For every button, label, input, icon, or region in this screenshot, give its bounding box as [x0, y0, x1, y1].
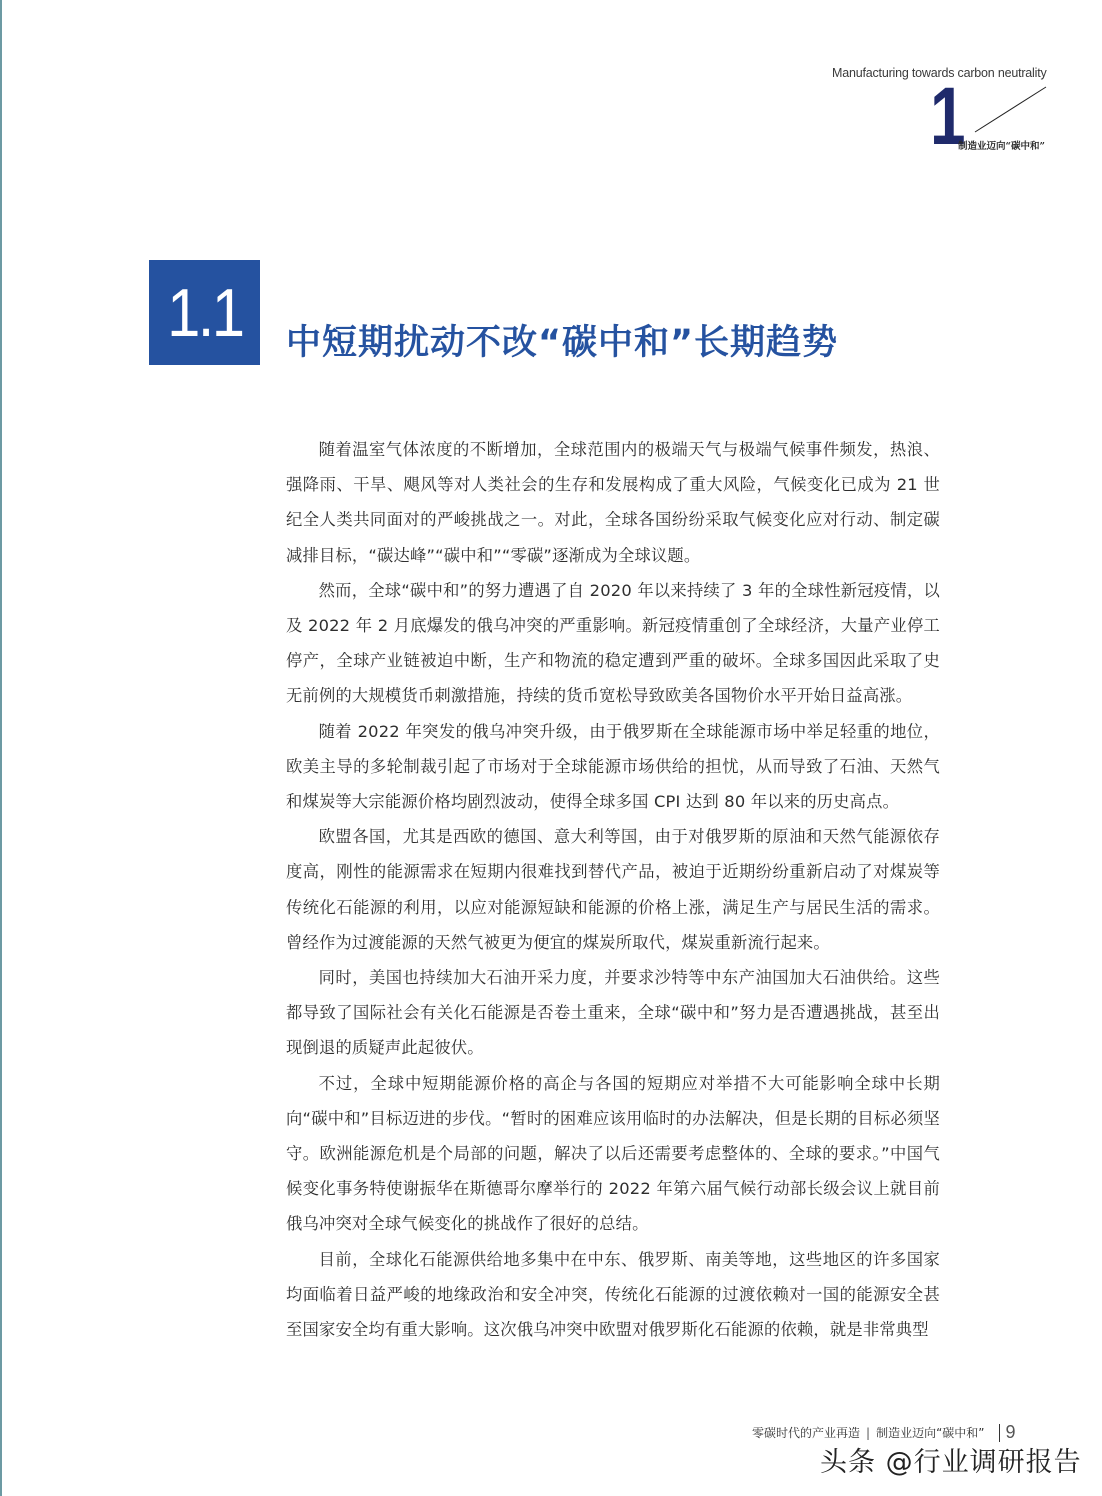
- watermark: 头条 @行业调研报告: [820, 1447, 1082, 1478]
- footer-page-divider: [999, 1424, 1000, 1442]
- body-text: [286, 432, 940, 1347]
- section-number-badge: [149, 260, 260, 365]
- paragraph: 同时，美国也持续加大石油开采力度，并要求沙特等中东产油国加大石油供给。这些都导致了国际社会有关化石能源是否卷土重来，全球“碳中和”努力是否遭遇挑战，甚至出现倒退的质疑声此起彼伏。: [286, 968, 940, 1058]
- left-edge-rule: [0, 0, 2, 1496]
- footer-separator: |: [866, 1425, 871, 1440]
- chapter-english-title: Manufacturing towards carbon neutrality: [832, 66, 1047, 80]
- section-number: 1.1: [166, 274, 243, 351]
- paragraph: 欧盟各国，尤其是西欧的德国、意大利等国，由于对俄罗斯的原油和天然气能源依存度高，刚性的能源需求在短期内很难找到替代产品，被迫于近期纷纷重新启动了对煤炭等传统化石能源的利用，以应对能源短缺和能源的价格上涨，满足生产与居民生活的需求。曾经作为过渡能源的天然气被更为便宜的煤炭所取代，煤炭重新流行起来。: [286, 827, 940, 952]
- paragraph: 不过，全球中短期能源价格的高企与各国的短期应对举措不大可能影响全球中长期向“碳中和”目标迈进的步伐。“暂时的困难应该用临时的办法解决，但是长期的目标必须坚守。欧洲能源危机是个局部的问题，解决了以后还需要考虑整体的、全球的要求。”中国气候变化事务特使谢振华在斯德哥尔摩举行的 2022 年第六届气候行动部长级会议上就目前俄乌冲突对全球气候变化的挑战作了很好的总结。: [286, 1073, 940, 1234]
- footer-chapter-title: 制造业迈向“碳中和”: [876, 1426, 985, 1440]
- page-number: 9: [1005, 1422, 1016, 1442]
- footer-book-title: 零碳时代的产业再造: [752, 1426, 861, 1440]
- chapter-number: 1: [930, 71, 963, 162]
- section-title: 中短期扰动不改“碳中和”长期趋势: [286, 323, 839, 363]
- chapter-chinese-title: 制造业迈向“碳中和”: [958, 141, 1045, 152]
- paragraph: 然而，全球“碳中和”的努力遭遇了自 2020 年以来持续了 3 年的全球性新冠疫情，以及 2022 年 2 月底爆发的俄乌冲突的严重影响。新冠疫情重创了全球经济，大量产业停工停产，全球产业链被迫中断，生产和物流的稳定遭到严重的破坏。全球多国因此采取了史无前例的大规模货币刺激措施，持续的货币宽松导致欧美各国物价水平开始日益高涨。: [286, 580, 940, 706]
- paragraph: 随着 2022 年突发的俄乌冲突升级，由于俄罗斯在全球能源市场中举足轻重的地位，欧美主导的多轮制裁引起了市场对于全球能源市场供给的担忧，从而导致了石油、天然气和煤炭等大宗能源价格均剧烈波动，使得全球多国 CPI 达到 80 年以来的历史高点。: [286, 721, 940, 812]
- paragraph: 随着温室气体浓度的不断增加，全球范围内的极端天气与极端气候事件频发，热浪、强降雨、干旱、飓风等对人类社会的生存和发展构成了重大风险，气候变化已成为 21 世纪全人类共同面对的严峻挑战之一。对此，全球各国纷纷采取气候变化应对行动、制定碳减排目标，“碳达峰”“碳中和”“零碳”逐渐成为全球议题。: [286, 440, 940, 565]
- paragraph: 目前，全球化石能源供给地多集中在中东、俄罗斯、南美等地，这些地区的许多国家均面临着日益严峻的地缘政治和安全冲突，传统化石能源的过渡依赖对一国的能源安全甚至国家安全均有重大影响。这次俄乌冲突中欧盟对俄罗斯化石能源的依赖，就是非常典型: [286, 1249, 940, 1340]
